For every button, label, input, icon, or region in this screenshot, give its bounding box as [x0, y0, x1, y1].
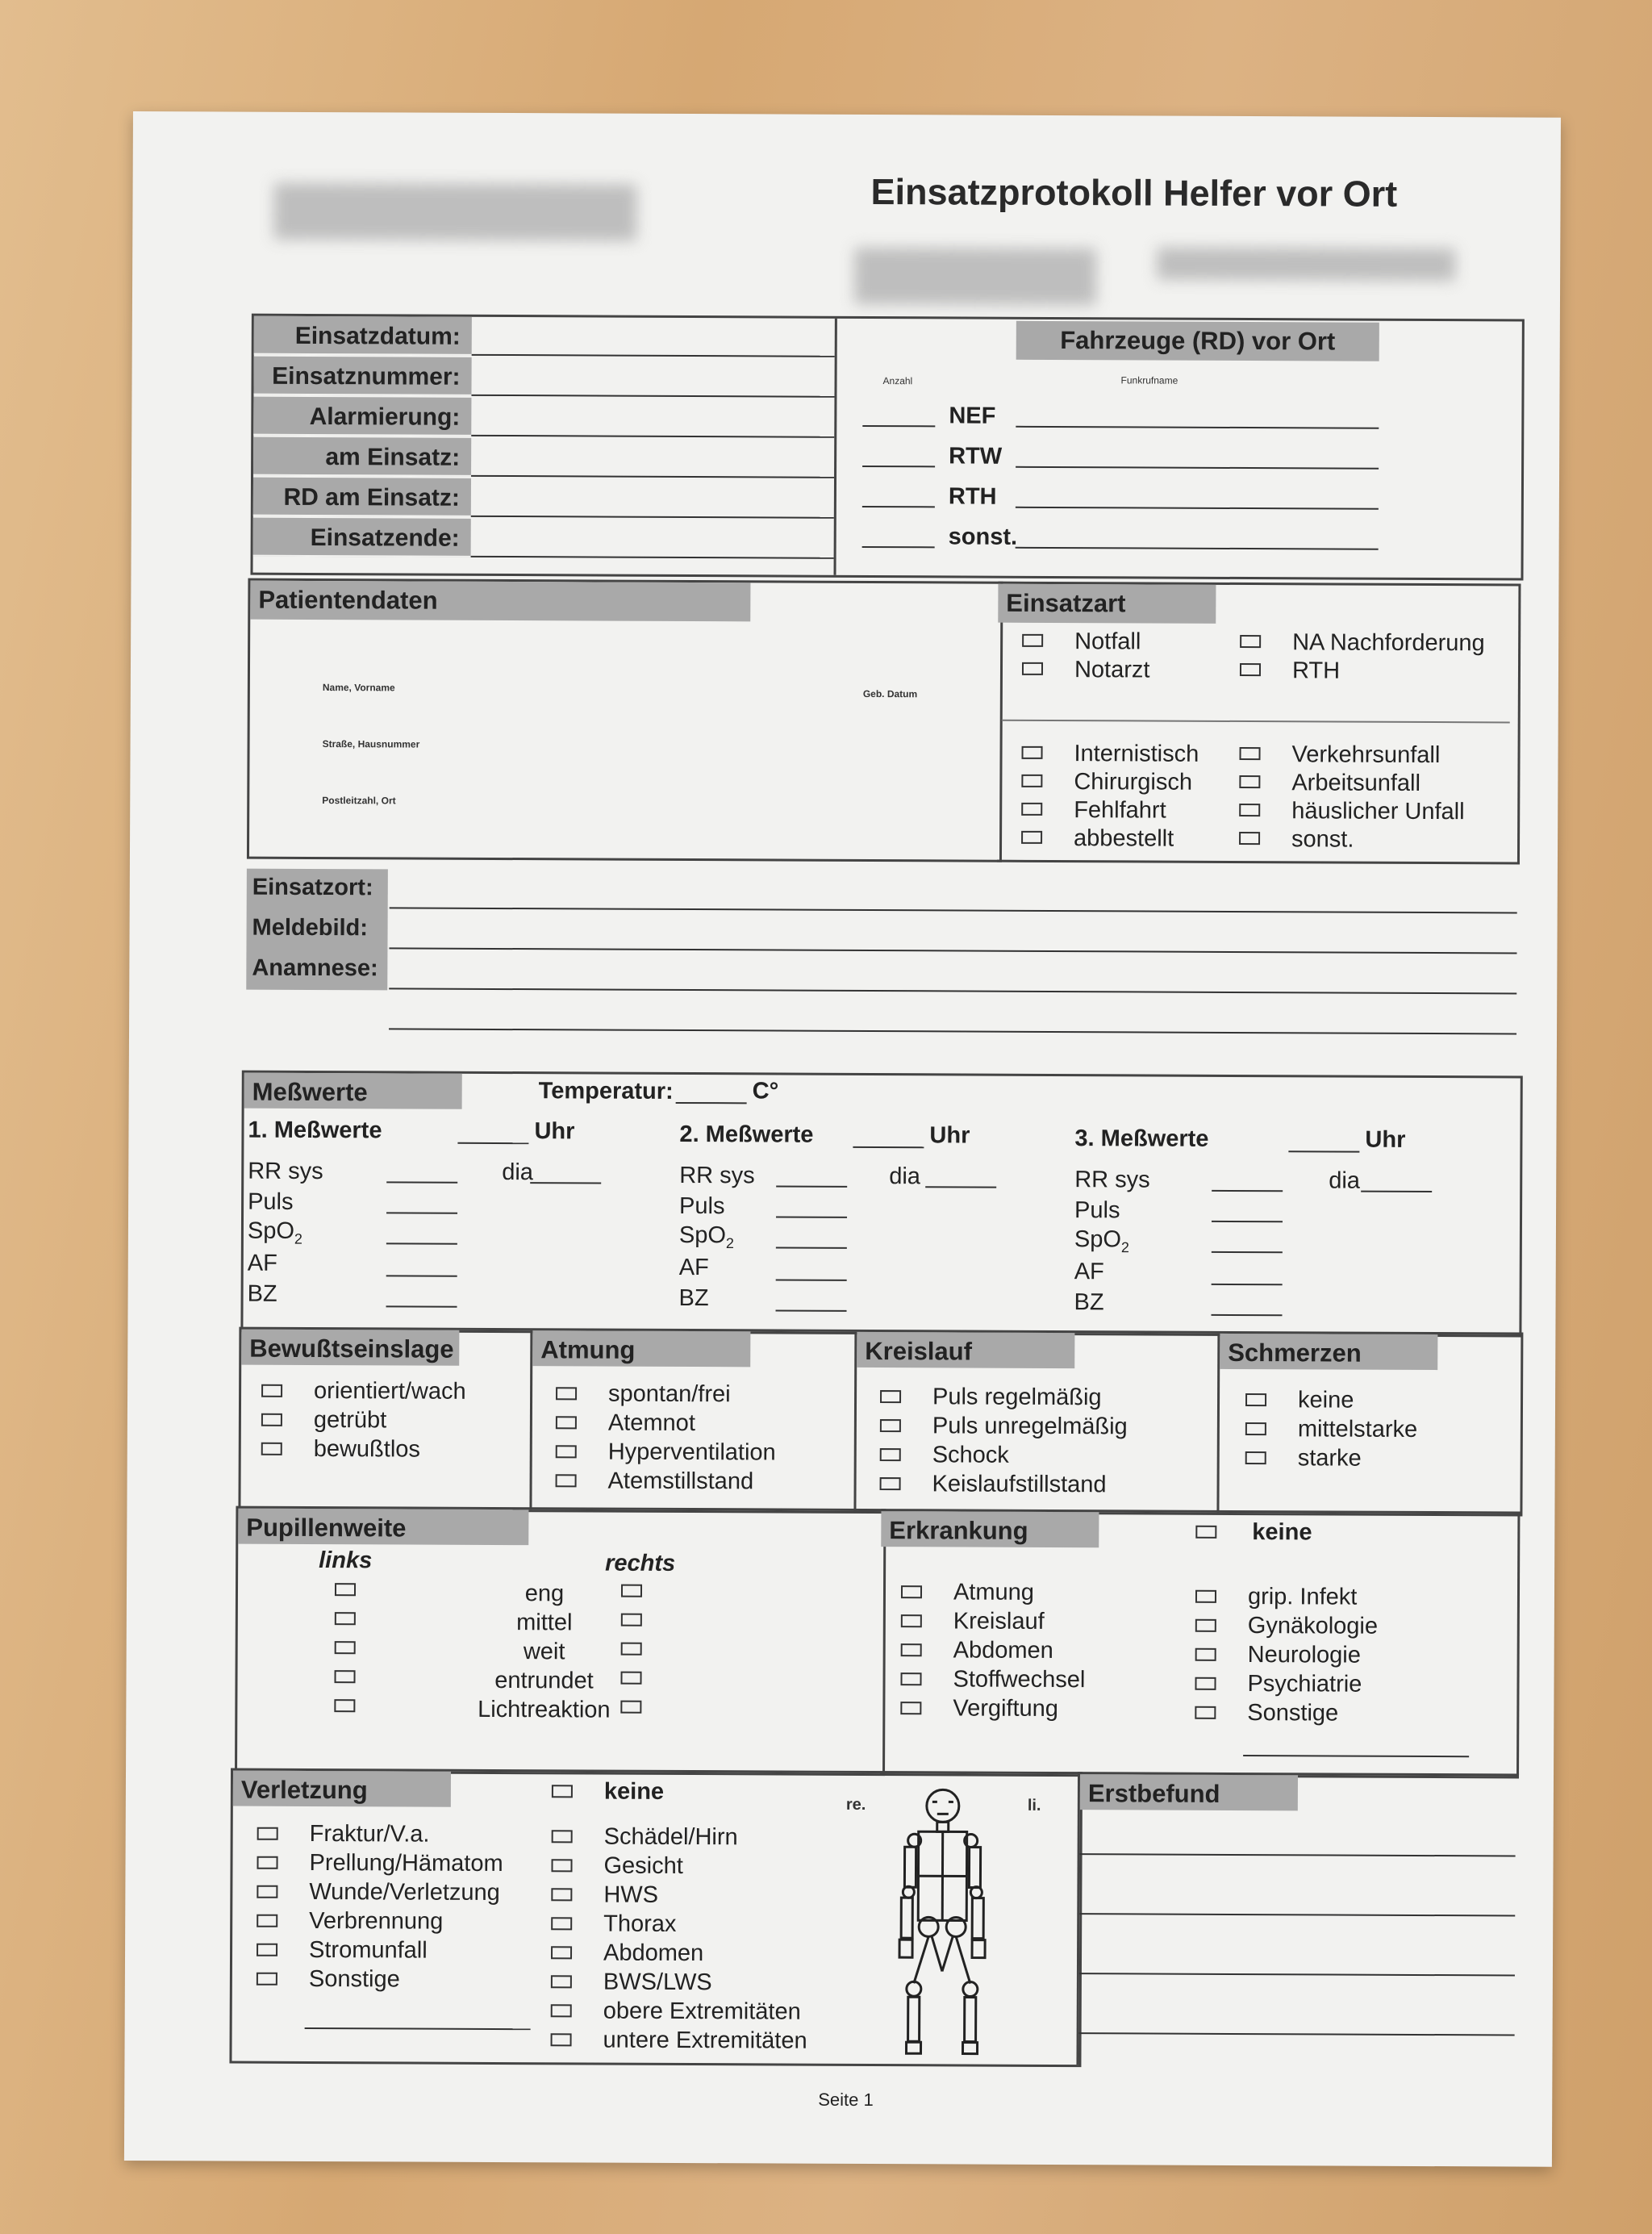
atmung-title: Atmung — [532, 1330, 750, 1367]
redacted-logo — [273, 183, 636, 241]
field-einsatzdatum: Einsatzdatum: — [254, 316, 472, 356]
option-puls-unregelmaessig: Puls unregelmäßig — [932, 1413, 1128, 1440]
body-right-label: re. — [845, 1795, 866, 1814]
value-input[interactable] — [1361, 1191, 1432, 1192]
schmerzen-title: Schmerzen — [1220, 1334, 1437, 1370]
option-haeuslicher-unfall: häuslicher Unfall — [1291, 798, 1465, 825]
radio-line[interactable] — [1016, 426, 1379, 429]
option-abdomen: Abdomen — [953, 1637, 1053, 1664]
patient-name-label: Name, Vorname — [322, 682, 395, 694]
checkbox-obere-extremitaeten[interactable] — [551, 2004, 572, 2017]
checkbox-bws-lws[interactable] — [551, 1975, 572, 1988]
value-input[interactable] — [776, 1246, 847, 1248]
checkbox-schock[interactable] — [880, 1448, 901, 1461]
checkbox-bewusstlos[interactable] — [261, 1443, 282, 1455]
divider — [834, 319, 837, 575]
sonstige-input[interactable] — [1243, 1755, 1469, 1757]
verletzung-title: Verletzung — [233, 1771, 451, 1807]
row-rr-sys: RR sys — [1074, 1167, 1150, 1193]
option-starke: starke — [1297, 1445, 1362, 1472]
checkbox-fehlfahrt[interactable] — [1021, 803, 1042, 816]
pupillen-right-label: rechts — [605, 1550, 676, 1576]
checkbox-thorax[interactable] — [551, 1917, 572, 1930]
value-input[interactable] — [1212, 1251, 1283, 1253]
checkbox-sonst[interactable] — [1239, 832, 1260, 845]
option-notarzt: Notarzt — [1074, 657, 1150, 683]
pupillen-block — [235, 1506, 886, 1777]
checkbox-verkehrsunfall[interactable] — [1240, 747, 1261, 760]
messwerte-title: Meßwerte — [244, 1073, 462, 1109]
value-input[interactable] — [1212, 1284, 1283, 1285]
checkbox-kreislauf[interactable] — [901, 1614, 922, 1627]
checkbox-atmung[interactable] — [901, 1585, 922, 1598]
field-anamnese: Anamnese: — [252, 954, 378, 982]
checkbox-untere-extremitaeten[interactable] — [551, 2033, 572, 2046]
field-einsatznummer: Einsatznummer: — [253, 357, 471, 396]
row-af: AF — [247, 1250, 277, 1276]
patient-dob-label: Geb. Datum — [862, 687, 918, 700]
value-input[interactable] — [925, 1186, 996, 1188]
row-bz: BZ — [1074, 1289, 1104, 1316]
checkbox-puls-regelmaessig[interactable] — [880, 1390, 901, 1403]
option-sonst: sonst. — [1291, 826, 1354, 853]
page-title: Einsatzprotokoll Helfer vor Ort — [870, 170, 1398, 215]
option-obere-extremitaeten: obere Extremitäten — [603, 1998, 801, 2025]
option-atemstillstand: Atemstillstand — [607, 1468, 754, 1495]
option-mittelstarke: mittelstarke — [1297, 1416, 1418, 1443]
checkbox-haeuslicher-unfall[interactable] — [1239, 804, 1260, 816]
vehicle-nef: NEF — [949, 403, 996, 429]
checkbox-verletzung-keine[interactable] — [552, 1785, 573, 1798]
option-abbestellt: abbestellt — [1074, 825, 1174, 852]
checkbox-hws[interactable] — [551, 1888, 572, 1901]
vehicle-rtw: RTW — [949, 443, 1003, 470]
value-input[interactable] — [1212, 1190, 1283, 1192]
separator — [1002, 720, 1510, 724]
checkbox-schmerzen-keine[interactable] — [1245, 1393, 1266, 1406]
checkbox-links-lichtreaktion[interactable] — [334, 1699, 355, 1712]
checkbox-chirurgisch[interactable] — [1021, 775, 1042, 787]
pupille-entrundet: entrundet — [494, 1667, 594, 1694]
option-wunde: Wunde/Verletzung — [309, 1878, 500, 1906]
checkbox-stromunfall[interactable] — [257, 1944, 277, 1956]
checkbox-wunde[interactable] — [257, 1885, 277, 1898]
pupille-eng: eng — [524, 1581, 565, 1607]
erstbefund-line[interactable] — [1079, 1913, 1515, 1916]
input-line[interactable] — [389, 988, 1516, 994]
checkbox-grip-infekt[interactable] — [1195, 1590, 1216, 1603]
option-rth: RTH — [1291, 658, 1341, 684]
checkbox-neurologie[interactable] — [1195, 1648, 1216, 1661]
option-keislaufstillstand: Keislaufstillstand — [932, 1471, 1107, 1498]
option-puls-regelmaessig: Puls regelmäßig — [932, 1384, 1102, 1411]
time-input[interactable] — [853, 1146, 924, 1148]
option-vergiftung: Vergiftung — [953, 1695, 1059, 1722]
sonstige-input[interactable] — [305, 2027, 531, 2030]
option-getruebt: getrübt — [313, 1406, 387, 1434]
time-input[interactable] — [1288, 1150, 1359, 1152]
checkbox-abbestellt[interactable] — [1021, 831, 1042, 844]
option-orientiert: orientiert/wach — [314, 1377, 466, 1405]
option-schmerzen-keine: keine — [1297, 1387, 1354, 1413]
option-grip-infekt: grip. Infekt — [1247, 1584, 1358, 1610]
patient-street-label: Straße, Hausnummer — [322, 738, 420, 750]
status-block — [238, 1327, 1523, 1517]
option-hws: HWS — [603, 1881, 659, 1908]
checkbox-internistisch[interactable] — [1022, 746, 1043, 759]
option-verkehrsunfall: Verkehrsunfall — [1291, 741, 1441, 769]
checkbox-mittelstarke[interactable] — [1245, 1422, 1266, 1435]
checkbox-starke[interactable] — [1245, 1451, 1266, 1464]
redacted-text — [1157, 248, 1455, 282]
input-line[interactable] — [472, 354, 835, 357]
value-input[interactable] — [1212, 1221, 1283, 1222]
option-sonstige: Sonstige — [1247, 1700, 1339, 1727]
field-einsatzort: Einsatzort: — [252, 874, 373, 901]
option-verbrennung: Verbrennung — [309, 1907, 444, 1935]
option-chirurgisch: Chirurgisch — [1074, 769, 1193, 795]
value-input[interactable] — [776, 1216, 847, 1217]
option-verletzung-abdomen: Abdomen — [603, 1940, 704, 1967]
count-line[interactable] — [862, 546, 935, 548]
checkbox-schaedel[interactable] — [552, 1830, 573, 1843]
erkrankung-block — [880, 1509, 1520, 1778]
checkbox-keislaufstillstand[interactable] — [880, 1477, 901, 1490]
count-line[interactable] — [862, 466, 935, 467]
option-stromunfall: Stromunfall — [308, 1936, 428, 1964]
value-input[interactable] — [386, 1212, 457, 1213]
input-line[interactable] — [471, 435, 834, 438]
field-alarmierung: Alarmierung: — [253, 397, 471, 436]
input-line[interactable] — [471, 516, 834, 519]
checkbox-erkrankung-keine[interactable] — [1195, 1526, 1216, 1539]
checkbox-orientiert[interactable] — [261, 1384, 282, 1397]
body-left-label: li. — [1027, 1796, 1041, 1814]
erstbefund-line[interactable] — [1079, 1973, 1515, 1976]
row-puls: Puls — [248, 1188, 294, 1215]
checkbox-rechts-eng[interactable] — [621, 1585, 642, 1597]
option-bws-lws: BWS/LWS — [603, 1969, 712, 1996]
uhr-label: Uhr — [1365, 1126, 1406, 1153]
row-spo2: SpO$_2$ — [247, 1217, 302, 1247]
header-block — [250, 314, 1524, 581]
checkbox-notfall[interactable] — [1022, 634, 1043, 647]
checkbox-verletzung-abdomen[interactable] — [551, 1946, 572, 1959]
field-meldebild: Meldebild: — [252, 914, 369, 942]
radio-line[interactable] — [1016, 547, 1379, 550]
option-verletzung-sonstige: Sonstige — [308, 1965, 400, 1993]
option-verletzung-keine: keine — [603, 1778, 665, 1805]
input-line[interactable] — [389, 1028, 1516, 1034]
checkbox-sonstige[interactable] — [1195, 1706, 1216, 1719]
checkbox-links-weit[interactable] — [335, 1641, 356, 1654]
count-line[interactable] — [862, 425, 935, 427]
row-rr-sys: RR sys — [679, 1162, 755, 1189]
field-rd-am-einsatz: RD am Einsatz: — [253, 478, 471, 517]
dia-label: dia — [889, 1163, 921, 1190]
erkrankung-title: Erkrankung — [881, 1511, 1099, 1547]
option-thorax: Thorax — [603, 1910, 677, 1937]
option-na-nachforderung: NA Nachforderung — [1292, 629, 1485, 657]
row-spo2: SpO$_2$ — [678, 1221, 734, 1252]
checkbox-vergiftung[interactable] — [900, 1702, 921, 1714]
messwerte-set-1: 1. Meßwerte — [248, 1117, 382, 1144]
value-input[interactable] — [776, 1185, 847, 1187]
time-input[interactable] — [457, 1142, 528, 1144]
row-bz: BZ — [247, 1280, 277, 1307]
row-bz: BZ — [678, 1284, 709, 1312]
pupillen-left-label: links — [319, 1547, 373, 1574]
pupille-weit: weit — [523, 1639, 565, 1665]
dia-label: dia — [502, 1159, 534, 1186]
checkbox-links-eng[interactable] — [335, 1583, 356, 1596]
radio-line[interactable] — [1016, 507, 1379, 510]
checkbox-rechts-lichtreaktion[interactable] — [620, 1701, 641, 1714]
temperature-input[interactable] — [676, 1102, 747, 1104]
vehicles-col-radio: Funkrufname — [1120, 374, 1179, 386]
verletzung-block — [229, 1768, 1083, 2068]
value-input[interactable] — [776, 1309, 847, 1311]
checkbox-atemstillstand[interactable] — [556, 1474, 577, 1487]
messwerte-set-2: 2. Meßwerte — [679, 1121, 814, 1148]
temperature-label: Temperatur: — [538, 1078, 674, 1104]
value-input[interactable] — [386, 1181, 457, 1183]
checkbox-rechts-weit[interactable] — [621, 1643, 642, 1656]
erstbefund-line[interactable] — [1079, 2032, 1515, 2036]
option-kreislauf: Kreislauf — [953, 1608, 1045, 1635]
input-line[interactable] — [389, 947, 1516, 954]
value-input[interactable] — [530, 1182, 601, 1184]
input-line[interactable] — [471, 475, 834, 478]
row-rr-sys: RR sys — [248, 1158, 323, 1185]
option-gynaekologie: Gynäkologie — [1247, 1613, 1379, 1639]
option-schaedel: Schädel/Hirn — [603, 1823, 738, 1851]
checkbox-hyperventilation[interactable] — [556, 1445, 577, 1458]
value-input[interactable] — [386, 1305, 457, 1307]
redacted-text — [854, 248, 1096, 305]
checkbox-getruebt[interactable] — [261, 1413, 282, 1426]
row-puls: Puls — [679, 1192, 725, 1220]
pupille-lichtreaktion: Lichtreaktion — [478, 1696, 611, 1723]
option-atemnot: Atemnot — [607, 1409, 695, 1437]
pupille-mittel: mittel — [516, 1610, 573, 1636]
checkbox-stoffwechsel[interactable] — [900, 1672, 921, 1685]
vehicles-title: Fahrzeuge (RD) vor Ort — [1016, 321, 1379, 361]
header-fields — [253, 316, 835, 575]
option-schock: Schock — [932, 1442, 1009, 1468]
vehicle-rth: RTH — [948, 483, 997, 510]
input-line[interactable] — [471, 395, 834, 398]
checkbox-puls-unregelmaessig[interactable] — [880, 1419, 901, 1432]
row-af: AF — [1074, 1259, 1104, 1285]
uhr-label: Uhr — [534, 1118, 575, 1145]
vehicle-sonst: sonst. — [948, 524, 1018, 550]
option-fraktur: Fraktur/V.a. — [309, 1820, 430, 1848]
count-line[interactable] — [862, 506, 935, 507]
checkbox-fraktur[interactable] — [257, 1827, 278, 1840]
option-hyperventilation: Hyperventilation — [607, 1439, 776, 1466]
option-untere-extremitaeten: untere Extremitäten — [603, 2027, 807, 2054]
kreislauf-title: Kreislauf — [857, 1332, 1074, 1368]
checkbox-rth[interactable] — [1240, 663, 1261, 676]
row-spo2: SpO$_2$ — [1074, 1226, 1129, 1256]
bewusstsein-title: Bewußtseinslage — [241, 1330, 459, 1366]
option-stoffwechsel: Stoffwechsel — [953, 1666, 1086, 1693]
checkbox-links-mittel[interactable] — [335, 1612, 356, 1625]
option-erkrankung-keine: keine — [1252, 1519, 1312, 1546]
option-spontan: spontan/frei — [607, 1380, 731, 1408]
patient-city-label: Postleitzahl, Ort — [322, 795, 396, 807]
erstbefund-line[interactable] — [1080, 1853, 1516, 1856]
value-input[interactable] — [386, 1242, 457, 1244]
checkbox-verbrennung[interactable] — [257, 1915, 277, 1927]
checkbox-arbeitsunfall[interactable] — [1239, 775, 1260, 788]
checkbox-gesicht[interactable] — [551, 1859, 572, 1872]
checkbox-na-nachforderung[interactable] — [1240, 635, 1261, 648]
field-einsatzende: Einsatzende: — [253, 518, 471, 557]
dia-label: dia — [1329, 1167, 1361, 1194]
input-line[interactable] — [471, 556, 834, 559]
value-input[interactable] — [776, 1279, 847, 1280]
value-input[interactable] — [1211, 1314, 1282, 1316]
option-internistisch: Internistisch — [1074, 741, 1199, 767]
checkbox-atemnot[interactable] — [556, 1416, 577, 1429]
radio-line[interactable] — [1016, 466, 1379, 470]
option-psychiatrie: Psychiatrie — [1247, 1671, 1362, 1697]
checkbox-gynaekologie[interactable] — [1195, 1619, 1216, 1632]
body-diagram-icon[interactable] — [881, 1785, 1003, 2061]
input-line[interactable] — [390, 907, 1517, 913]
checkbox-links-entrundet[interactable] — [335, 1670, 356, 1683]
checkbox-spontan[interactable] — [556, 1387, 577, 1400]
checkbox-rechts-mittel[interactable] — [621, 1614, 642, 1626]
checkbox-rechts-entrundet[interactable] — [620, 1672, 641, 1685]
checkbox-verletzung-sonstige[interactable] — [257, 1973, 277, 1986]
erstbefund-title: Erstbefund — [1080, 1774, 1298, 1810]
field-am-einsatz: am Einsatz: — [253, 437, 471, 477]
einsatzart-title: Einsatzart — [998, 584, 1216, 624]
messwerte-set-3: 3. Meßwerte — [1074, 1125, 1209, 1152]
option-bewusstlos: bewußtlos — [313, 1435, 421, 1463]
row-puls: Puls — [1074, 1197, 1120, 1224]
option-atmung: Atmung — [953, 1579, 1035, 1606]
vehicles-col-count: Anzahl — [882, 375, 913, 387]
patient-block — [247, 578, 1003, 862]
page-footer: Seite 1 — [818, 2089, 874, 2111]
option-notfall: Notfall — [1074, 628, 1141, 655]
option-fehlfahrt: Fehlfahrt — [1074, 797, 1166, 824]
checkbox-notarzt[interactable] — [1022, 662, 1043, 675]
messwerte-block — [240, 1071, 1522, 1338]
option-gesicht: Gesicht — [603, 1852, 683, 1879]
value-input[interactable] — [386, 1275, 457, 1276]
pupillen-title: Pupillenweite — [238, 1509, 528, 1546]
option-neurologie: Neurologie — [1247, 1642, 1361, 1668]
temperature-unit: C° — [752, 1078, 779, 1104]
erstbefund-block — [1076, 1772, 1519, 2066]
row-af: AF — [678, 1254, 709, 1281]
checkbox-prellung[interactable] — [257, 1856, 277, 1869]
option-arbeitsunfall: Arbeitsunfall — [1291, 770, 1421, 796]
option-prellung: Prellung/Hämatom — [309, 1849, 503, 1877]
uhr-label: Uhr — [929, 1122, 970, 1149]
einsatzart-block — [997, 582, 1521, 865]
form-sheet — [124, 111, 1561, 2167]
checkbox-abdomen[interactable] — [901, 1643, 922, 1656]
checkbox-psychiatrie[interactable] — [1195, 1677, 1216, 1690]
patient-title: Patientendaten — [250, 581, 750, 622]
